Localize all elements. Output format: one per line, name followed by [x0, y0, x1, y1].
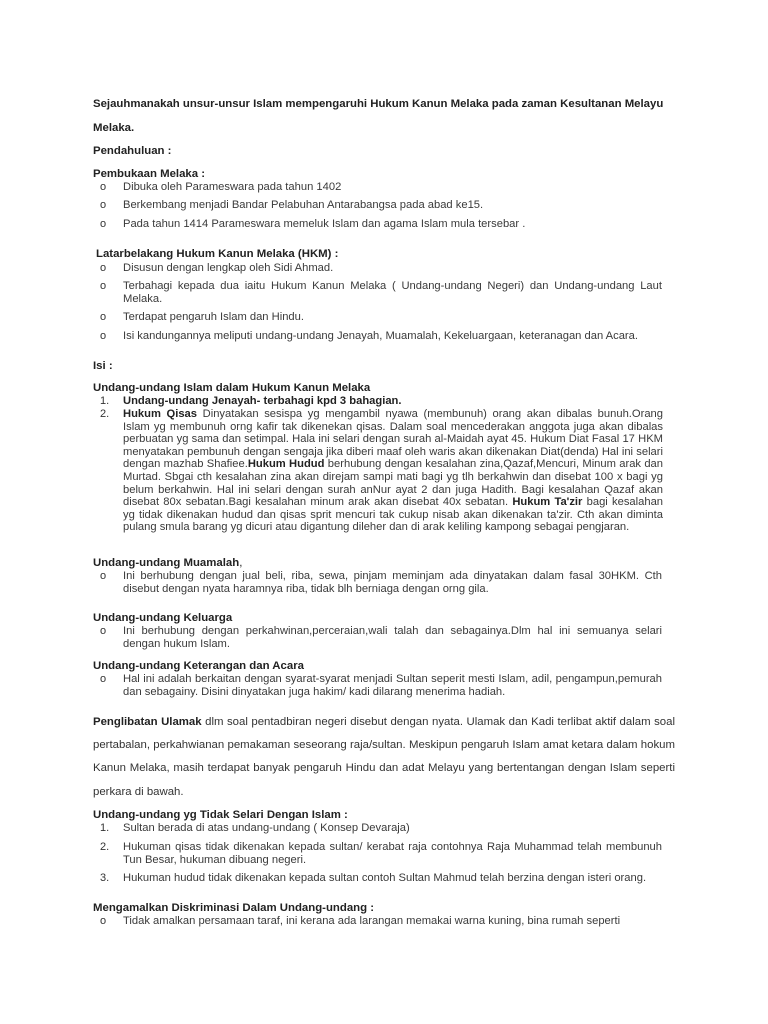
list-number: 2.: [100, 841, 110, 853]
heading-diskriminasi: Mengamalkan Diskriminasi Dalam Undang-undang :: [93, 902, 375, 914]
bullet-marker: o: [100, 570, 107, 582]
heading-tidak-selari: Undang-undang yg Tidak Selari Dengan Islam :: [93, 809, 348, 821]
list-item: Undang-undang Jenayah- terbahagi kpd 3 bahagian.: [123, 395, 402, 407]
list-item: Terdapat pengaruh Islam dan Hindu.: [123, 311, 304, 323]
heading-isi: Isi :: [93, 360, 113, 372]
list-item: Tidak amalkan persamaan taraf, ini kerana ada larangan memakai warna kuning, bina rumah seperti: [123, 915, 621, 927]
heading-keluarga: Undang-undang Keluarga: [93, 612, 233, 624]
heading-pendahuluan: Pendahuluan :: [93, 145, 172, 157]
penglibatan-text: dlm soal pentadbiran negeri disebut dengan nyata. Ulamak dan Kadi terlibat aktif dalam soal pertabalan, perkahwianan pemakaman seseorang raja/sultan. Meskipun pengaruh Islam amat ketara dalam hokum Kanun Melaka, masih terdapat banyak pengaruh Hindu dan adat Melayu yang bertentangan dengan Islam seperti perkara di bawah.: [93, 716, 675, 798]
list-number: 1.: [100, 395, 110, 407]
list-item: Hukuman hudud tidak dikenakan kepada sultan contoh Sultan Mahmud telah berzina dengan isteri orang.: [123, 872, 647, 884]
list-item: Terbahagi kepada dua iaitu Hukum Kanun Melaka ( Undang-undang Negeri) dan Undang-undang Laut Melaka.: [123, 280, 662, 305]
bullet-marker: o: [100, 625, 107, 637]
list-item: Dibuka oleh Parameswara pada tahun 1402: [123, 181, 342, 193]
bullet-marker: o: [100, 199, 107, 211]
document-title-line-1: Sejauhmanakah unsur-unsur Islam mempengaruhi Hukum Kanun Melaka pada zaman Kesultanan Melayu: [93, 98, 664, 110]
document-title-line-2: Melaka.: [93, 122, 135, 134]
list-item: Berkembang menjadi Bandar Pelabuhan Antarabangsa pada abad ke15.: [123, 199, 484, 211]
bullet-marker: o: [100, 311, 107, 323]
heading-muamalah: [93, 557, 663, 570]
bullet-marker: o: [100, 330, 107, 342]
hukum-qisas-text: Dinyatakan sesispa yg mengambil nyawa (membunuh) orang akan dibalas bunuh.Orang Islam yg membunuh orng kafir tak dikenekan qisas. Dalam soal mencederakan anggota juga akan dibalas perbuatan yg sama dan setimpal. Hala ini selari dengan surah al-Maidah ayat 45. Hukum Diat Fasal 17 HKM menyatakan pembunuh dengan sengaja jika diberi maaf oleh waris akan dikenakan Diat(denda) Hal ini selari dengan mazhab Shafiee.: [123, 408, 663, 471]
heading-muamalah-comma: ,: [239, 557, 243, 569]
list-number: 3.: [100, 872, 110, 884]
penglibatan-paragraph: [93, 711, 675, 804]
list-number: 2.: [100, 408, 110, 420]
hukum-hudud-text: berhubung dengan kesalahan zina,Qazaf,Mencuri, Minum arak dan Murtad. Sbgai cth kesalahan zina akan direjam sampi mati bagi yg tlh berkahwin dan disebat 100 x bagi yg belum berkahwin. Hal ini selari dengan surah anNur ayat 2 dan juga Hadith. Bagi kesalahan Qazaf akan disebat 80x sebatan.Bagi kesalahan minum arak akan disebat 40x sebatan.: [123, 458, 664, 509]
bullet-marker: o: [100, 218, 107, 230]
hukum-tazir-text: bagi kesalahan yg tidak dikenakan hudud dan qisas sprit mencuri tak cukup nisab akan dikenakan ta'zir. Cth akan diminta pulang smula barang yg dicuri atau digantung dileher dan di arak keliling kampong sebagai pengjaran.: [123, 496, 664, 534]
list-item: Ini berhubung dengan perkahwinan,perceraian,wali talah dan sebagainya.Dlm hal ini semuanya selari dengan hukum Islam.: [123, 625, 662, 650]
heading-muamalah-text: Undang-undang Muamalah: [93, 557, 240, 569]
list-item: Ini berhubung dengan jual beli, riba, sewa, pinjam meminjam ada dinyatakan dalam fasal 30HKM. Cth disebut dengan nyata haramnya riba, tidak blh berniaga dengan orng gila.: [123, 570, 662, 595]
bullet-marker: o: [100, 262, 107, 274]
bullet-marker: o: [100, 673, 107, 685]
list-item: Isi kandungannya meliputi undang-undang Jenayah, Muamalah, Kekeluargaan, keteranagan dan Acara.: [123, 330, 638, 342]
bullet-marker: o: [100, 915, 107, 927]
list-item: Sultan berada di atas undang-undang ( Konsep Devaraja): [123, 822, 410, 834]
hukum-qisas-heading: Hukum Qisas: [123, 408, 198, 420]
penglibatan-heading: Penglibatan Ulamak: [93, 716, 202, 728]
hukum-paragraph: [123, 408, 663, 534]
heading-undang-islam: Undang-undang Islam dalam Hukum Kanun Melaka: [93, 382, 371, 394]
list-item: Disusun dengan lengkap oleh Sidi Ahmad.: [123, 262, 334, 274]
heading-pembukaan: Pembukaan Melaka :: [93, 168, 206, 180]
heading-keterangan: Undang-undang Keterangan dan Acara: [93, 660, 304, 672]
hukum-tazir-heading: Hukum Ta'zir: [512, 496, 583, 509]
bullet-marker: o: [100, 280, 107, 292]
bullet-marker: o: [100, 181, 107, 193]
hukum-hudud-heading: Hukum Hudud: [247, 458, 325, 471]
list-item: Hukuman qisas tidak dikenakan kepada sultan/ kerabat raja contohnya Raja Muhammad telah membunuh Tun Besar, hukuman dibuang negeri.: [123, 841, 662, 866]
list-number: 1.: [100, 822, 110, 834]
list-item: Pada tahun 1414 Parameswara memeluk Islam dan agama Islam mula tersebar .: [123, 218, 526, 230]
heading-latarbelakang: Latarbelakang Hukum Kanun Melaka (HKM) :: [96, 248, 339, 260]
list-item: Hal ini adalah berkaitan dengan syarat-syarat menjadi Sultan seperit mesti Islam, adil, pengampun,pemurah dan sebagainy. Disini dinyatakan juga hakim/ kadi dilarang menerima hadiah.: [123, 673, 662, 698]
